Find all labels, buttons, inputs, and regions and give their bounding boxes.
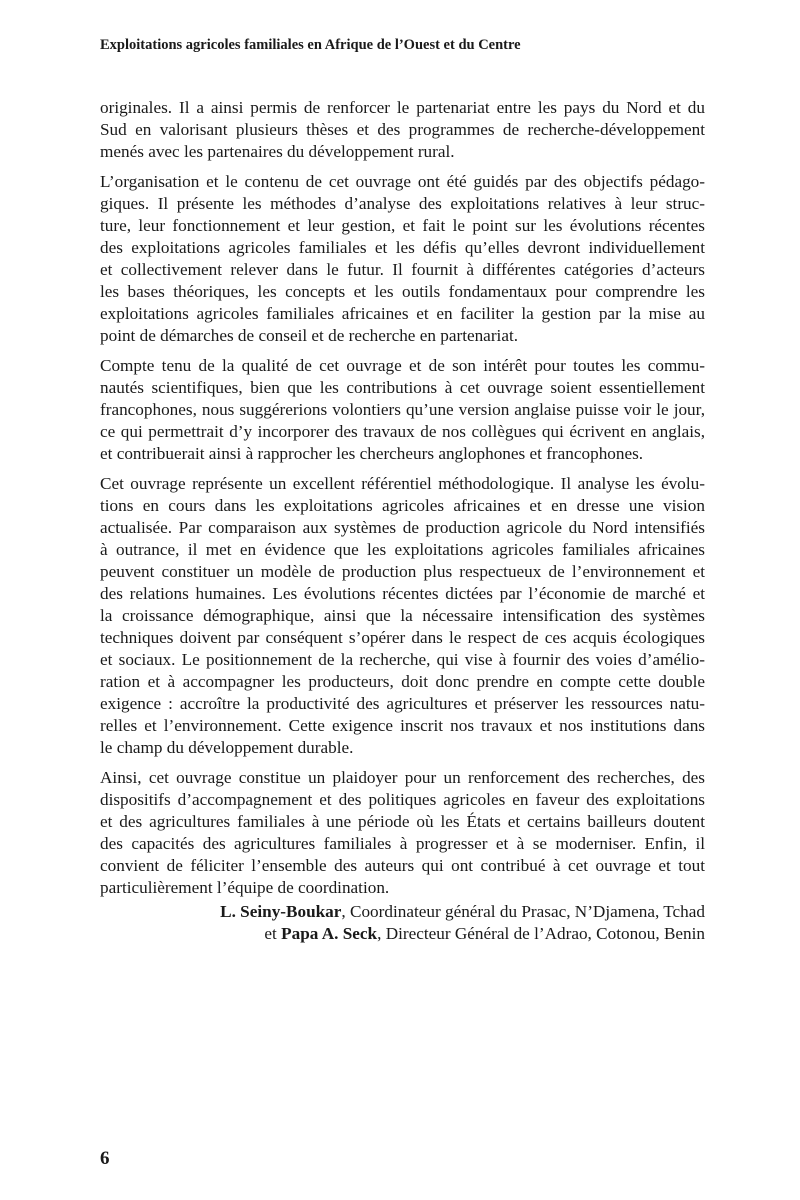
signatory-role: , Directeur Général de l’Adrao, Cotonou, Benin	[377, 924, 705, 943]
text-line: et des agricultures familiales à une période où les États et certains bailleurs doutent	[100, 812, 705, 831]
text-line: giques. Il présente les méthodes d’analyse des exploitations relatives à leur struc-	[100, 194, 705, 213]
text-line: et contribuerait ainsi à rapprocher les chercheurs anglophones et francophones.	[100, 444, 644, 463]
paragraph	[100, 473, 705, 759]
text-line: originales. Il a ainsi permis de renforcer le partenariat entre les pays du Nord et du	[100, 98, 705, 117]
running-header: Exploitations agricoles familiales en Afrique de l’Ouest et du Centre	[100, 37, 521, 53]
text-line: ce qui permettrait d’y incorporer des travaux de nos collègues qui écrivent en anglais,	[100, 422, 705, 441]
paragraph	[100, 97, 705, 163]
text-line: Sud en valorisant plusieurs thèses et des programmes de recherche-développement	[100, 120, 705, 139]
signatory-name: Papa A. Seck	[281, 924, 378, 943]
text-line: relles et l’environnement. Cette exigence inscrit nos travaux et nos institutions dans	[100, 716, 705, 735]
signature-block	[220, 901, 705, 945]
text-line: francophones, nous suggérerions volontiers qu’une version anglaise puisse voir le jour,	[100, 400, 705, 419]
text-line: Compte tenu de la qualité de cet ouvrage et de son intérêt pour toutes les commu-	[100, 356, 705, 375]
text-line: et collectivement relever dans le futur. Il fournit à différentes catégories d’acteurs	[100, 260, 705, 279]
signatory-role: , Coordinateur général du Prasac, N’Djamena, Tchad	[341, 902, 705, 921]
text-line: menés avec les partenaires du développement rural.	[100, 142, 455, 161]
text-line: des exploitations agricoles familiales et les défis qu’elles devront individuellement	[100, 238, 705, 257]
text-line: des capacités des agricultures familiales à progresser et à se moderniser. Enfin, il	[100, 834, 705, 853]
text-line: techniques doivent par conséquent s’opérer dans le respect de ces acquis écologiques	[100, 628, 705, 647]
text-line: ture, leur fonctionnement et leur gestion, et fait le point sur les évolutions récentes	[100, 216, 705, 235]
text-line: le champ du développement durable.	[100, 738, 354, 757]
text-line: peuvent constituer un modèle de production plus respectueux de l’environnement et	[100, 562, 705, 581]
signature-line-1	[220, 901, 705, 923]
text-line: à outrance, il met en évidence que les exploitations agricoles familiales africaines	[100, 540, 705, 559]
body-text	[100, 97, 705, 907]
text-line: exigence : accroître la productivité des agricultures et préserver les ressources natu-	[100, 694, 705, 713]
paragraph	[100, 171, 705, 347]
text-line: actualisée. Par comparaison aux systèmes de production agricole du Nord intensifiés	[100, 518, 705, 537]
signatory-name: L. Seiny-Boukar	[220, 902, 342, 921]
text-line: L’organisation et le contenu de cet ouvrage ont été guidés par des objectifs pédago-	[100, 172, 705, 191]
text-line: exploitations agricoles familiales africaines et en faciliter la gestion par la mise au	[100, 304, 705, 323]
text-line: convient de féliciter l’ensemble des auteurs qui ont contribué à cet ouvrage et tout	[100, 856, 705, 875]
text-line: les bases théoriques, les concepts et les outils fondamentaux pour comprendre les	[100, 282, 705, 301]
text-line: Cet ouvrage représente un excellent référentiel méthodologique. Il analyse les évolu-	[100, 474, 705, 493]
paragraph	[100, 355, 705, 465]
text-line: des relations humaines. Les évolutions récentes dictées par l’économie de marché et	[100, 584, 705, 603]
text-line: particulièrement l’équipe de coordination.	[100, 878, 390, 897]
text-line: dispositifs d’accompagnement et des politiques agricoles en faveur des exploitations	[100, 790, 705, 809]
text-line: nautés scientifiques, bien que les contributions à cet ouvrage soient essentiellement	[100, 378, 705, 397]
text-line: tions en cours dans les exploitations agricoles africaines et en dresse une vision	[100, 496, 705, 515]
signature-conjunction: et	[264, 924, 282, 943]
page-number: 6	[100, 1148, 110, 1169]
signature-line-2	[220, 923, 705, 945]
text-line: ration et à accompagner les producteurs, doit donc prendre en compte cette double	[100, 672, 705, 691]
paragraph	[100, 767, 705, 899]
text-line: point de démarches de conseil et de recherche en partenariat.	[100, 326, 519, 345]
text-line: Ainsi, cet ouvrage constitue un plaidoyer pour un renforcement des recherches, des	[100, 768, 705, 787]
text-line: et sociaux. Le positionnement de la recherche, qui vise à fournir des voies d’amélio-	[100, 650, 705, 669]
text-line: la croissance démographique, ainsi que la nécessaire intensification des systèmes	[100, 606, 705, 625]
